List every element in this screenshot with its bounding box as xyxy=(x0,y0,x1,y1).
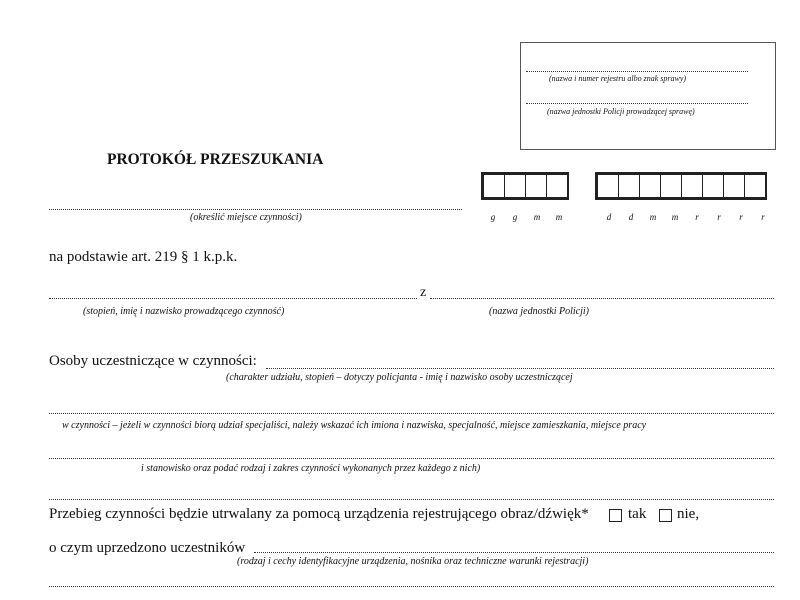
participants-field-1[interactable] xyxy=(266,368,774,369)
date-month-box-2[interactable] xyxy=(660,174,682,198)
officer-field[interactable] xyxy=(49,298,417,299)
date-day-box-1[interactable] xyxy=(597,174,619,198)
participants-label: Osoby uczestniczące w czynności: xyxy=(49,353,257,369)
device-caption: (rodzaj i cechy identyfikacyjne urządzenia, nośnika oraz techniczne warunki rejestracji) xyxy=(237,556,589,567)
recording-yes-label: tak xyxy=(628,506,647,522)
time-boxes[interactable] xyxy=(481,172,569,200)
participants-field-4[interactable] xyxy=(49,499,774,500)
date-year-box-2[interactable] xyxy=(702,174,724,198)
recording-no-checkbox[interactable] xyxy=(659,509,672,522)
date-year-box-3[interactable] xyxy=(723,174,745,198)
date-code: m xyxy=(671,212,679,222)
officer-caption: (stopień, imię i nazwisko prowadzącego czynność) xyxy=(83,306,285,317)
police-unit-caption: (nazwa jednostki Policji prowadzącej sprawę) xyxy=(547,107,695,116)
device-field-2[interactable] xyxy=(49,586,774,587)
officer-unit-caption: (nazwa jednostki Policji) xyxy=(489,306,589,317)
date-code: m xyxy=(649,212,657,222)
time-minute-box-2[interactable] xyxy=(546,174,568,198)
register-number-caption: (nazwa i numer rejestru albo znak sprawy) xyxy=(549,74,687,83)
date-code: d xyxy=(628,212,634,222)
recording-yes-checkbox[interactable] xyxy=(609,509,622,522)
date-code: r xyxy=(695,212,699,222)
officer-unit-field[interactable] xyxy=(430,298,774,299)
time-code: g xyxy=(490,212,496,222)
recording-no-label: nie, xyxy=(677,506,700,522)
date-day-box-2[interactable] xyxy=(618,174,640,198)
date-code: r xyxy=(717,212,721,222)
date-year-box-1[interactable] xyxy=(681,174,703,198)
time-minute-box-1[interactable] xyxy=(525,174,547,198)
date-year-box-4[interactable] xyxy=(744,174,766,198)
connector-z: z xyxy=(420,285,427,300)
legal-basis: na podstawie art. 219 § 1 k.p.k. xyxy=(49,249,238,265)
place-field[interactable] xyxy=(49,209,462,210)
time-codes xyxy=(482,212,570,222)
time-code: g xyxy=(512,212,518,222)
date-code: d xyxy=(606,212,612,222)
register-number-field[interactable] xyxy=(526,71,748,72)
police-unit-field[interactable] xyxy=(526,103,748,104)
date-code: r xyxy=(761,212,765,222)
date-code: r xyxy=(739,212,743,222)
date-codes xyxy=(598,212,774,222)
time-hour-box-2[interactable] xyxy=(504,174,526,198)
participants-field-3[interactable] xyxy=(49,458,774,459)
participants-caption-1: (charakter udziału, stopień – dotyczy policjanta - imię i nazwisko osoby uczestniczącej xyxy=(226,372,573,383)
participants-caption-2: w czynności – jeżeli w czynności biorą udział specjaliści, należy wskazać ich imiona i nazwiska, specjalność, miejsce zamieszkania, miejsce pracy xyxy=(62,420,647,431)
case-register-box xyxy=(520,42,776,150)
place-caption: (określić miejsce czynności) xyxy=(190,212,302,223)
participants-field-2[interactable] xyxy=(49,413,774,414)
page-title: PROTOKÓŁ PRZESZUKANIA xyxy=(107,151,324,168)
recording-question: Przebieg czynności będzie utrwalany za pomocą urządzenia rejestrującego obraz/dźwięk* xyxy=(49,506,589,522)
informed-label: o czym uprzedzono uczestników xyxy=(49,540,246,556)
participants-caption-3: i stanowisko oraz podać rodzaj i zakres czynności wykonanych przez każdego z nich) xyxy=(141,463,481,474)
date-boxes[interactable] xyxy=(595,172,767,200)
device-field[interactable] xyxy=(254,552,774,553)
time-code: m xyxy=(533,212,541,222)
time-code: m xyxy=(555,212,563,222)
date-month-box-1[interactable] xyxy=(639,174,661,198)
time-hour-box-1[interactable] xyxy=(483,174,505,198)
